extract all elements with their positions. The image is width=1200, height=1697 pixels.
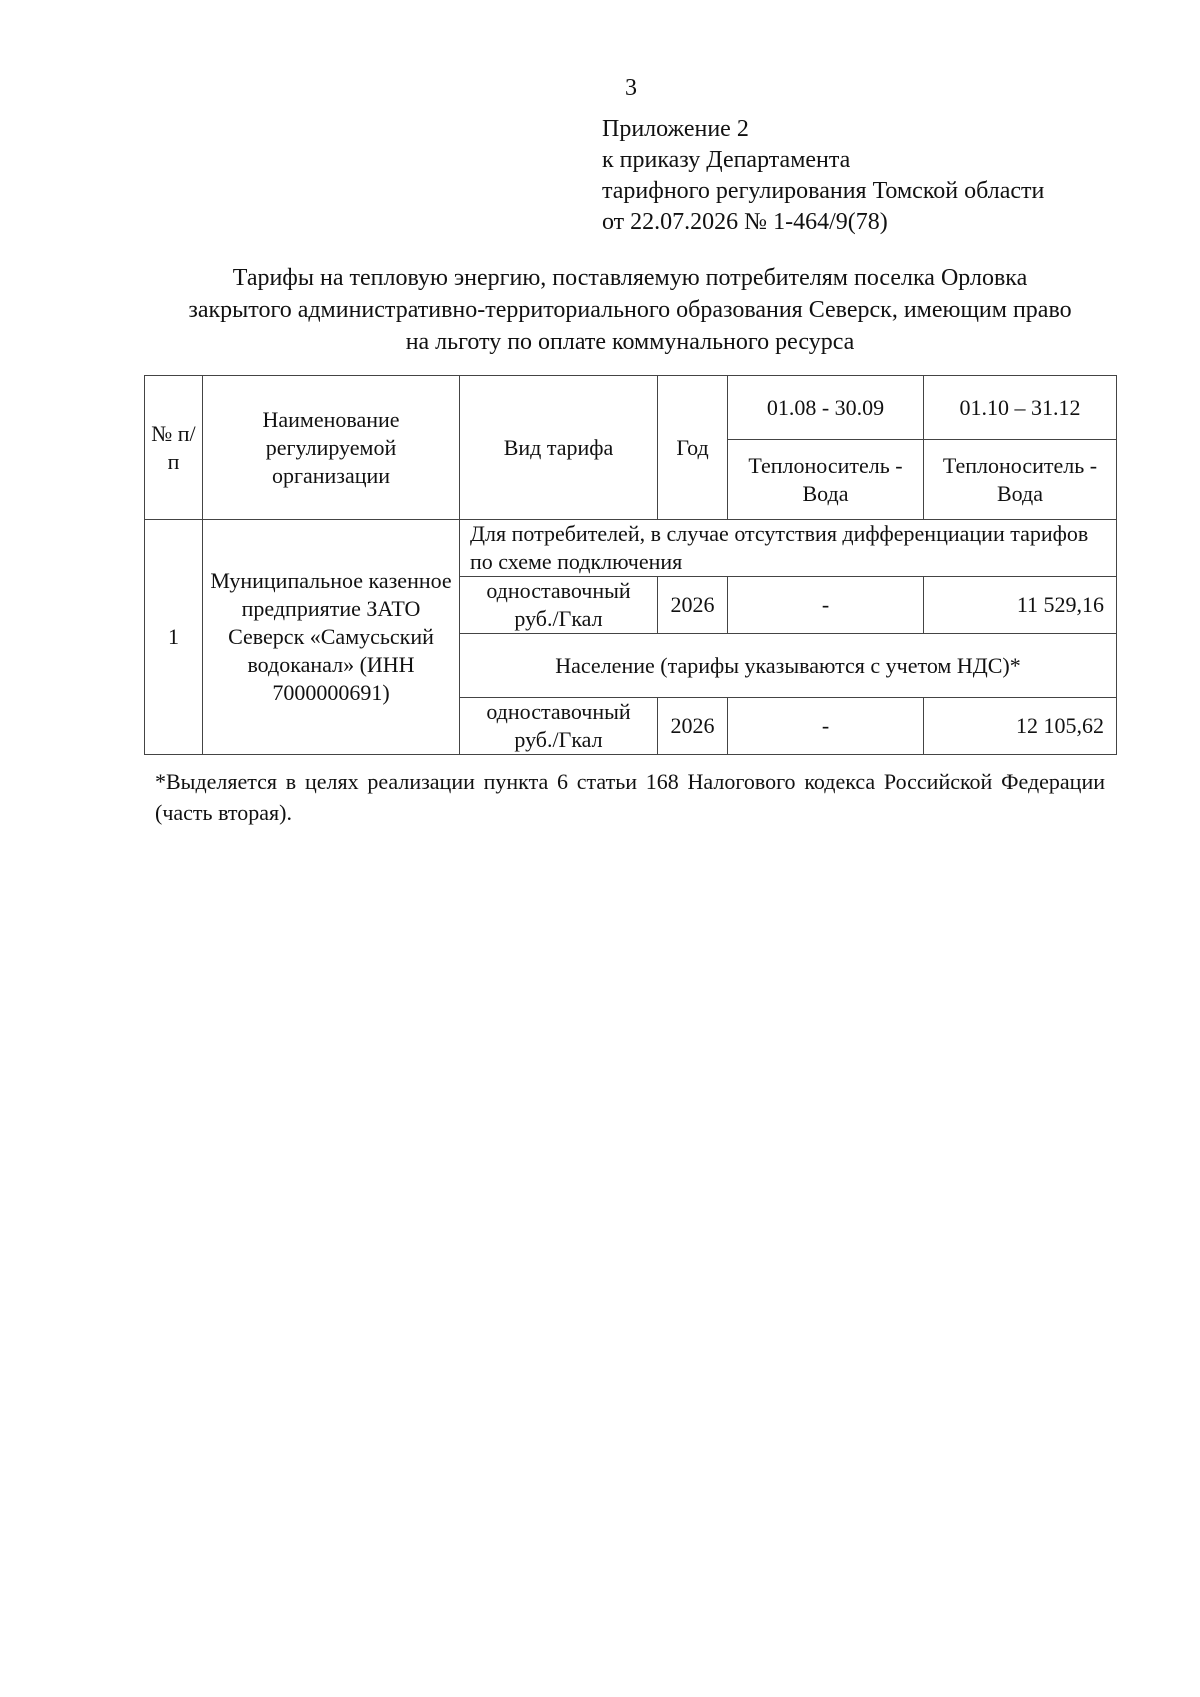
header-organization: Наименование регулируемой организации	[203, 376, 460, 520]
header-tariff-type: Вид тарифа	[460, 376, 658, 520]
cell-tariff-type: одноставочный руб./Гкал	[460, 698, 658, 755]
header-year: Год	[658, 376, 728, 520]
appendix-line-3: тарифного регулирования Томской области	[602, 178, 1045, 204]
header-row-1	[145, 376, 1117, 440]
appendix-block	[602, 114, 1044, 238]
cell-period-1: -	[728, 577, 924, 634]
section-heading-1: Для потребителей, в случае отсутствия дифференциации тарифов по схеме подключения	[460, 520, 1117, 577]
appendix-line-1: Приложение 2	[602, 116, 749, 142]
header-carrier-1: Теплоноситель - Вода	[728, 440, 924, 520]
footnote: *Выделяется в целях реализации пункта 6 статьи 168 Налогового кодекса Российской Федерации (часть вторая).	[155, 769, 1105, 825]
title-line-1: Тарифы на тепловую энергию, поставляемую потребителям поселка Орловка	[232, 265, 1028, 291]
appendix-line-2: к приказу Департамента	[602, 147, 851, 173]
tariff-table	[144, 375, 1117, 755]
page-number: 3	[625, 75, 637, 101]
header-carrier-2: Теплоноситель - Вода	[924, 440, 1117, 520]
document-title	[140, 262, 1120, 358]
appendix-line-4: от 22.07.2026 № 1-464/9(78)	[602, 209, 888, 235]
row-num: 1	[145, 520, 203, 755]
section-heading-2: Население (тарифы указываются с учетом НДС)*	[460, 634, 1117, 698]
header-period-1: 01.08 - 30.09	[728, 376, 924, 440]
cell-period-2: 12 105,62	[924, 698, 1117, 755]
title-line-3: на льготу по оплате коммунального ресурса	[405, 329, 855, 355]
table-row	[145, 520, 1117, 577]
cell-year: 2026	[658, 577, 728, 634]
row-organization: Муниципальное казенное предприятие ЗАТО Северск «Самусьский водоканал» (ИНН 7000000691)	[203, 520, 460, 755]
cell-year: 2026	[658, 698, 728, 755]
cell-period-2: 11 529,16	[924, 577, 1117, 634]
cell-period-1: -	[728, 698, 924, 755]
title-line-2: закрытого административно-территориального образования Северск, имеющим право	[188, 297, 1072, 323]
cell-tariff-type: одноставочный руб./Гкал	[460, 577, 658, 634]
header-period-2: 01.10 – 31.12	[924, 376, 1117, 440]
header-num: № п/п	[145, 376, 203, 520]
